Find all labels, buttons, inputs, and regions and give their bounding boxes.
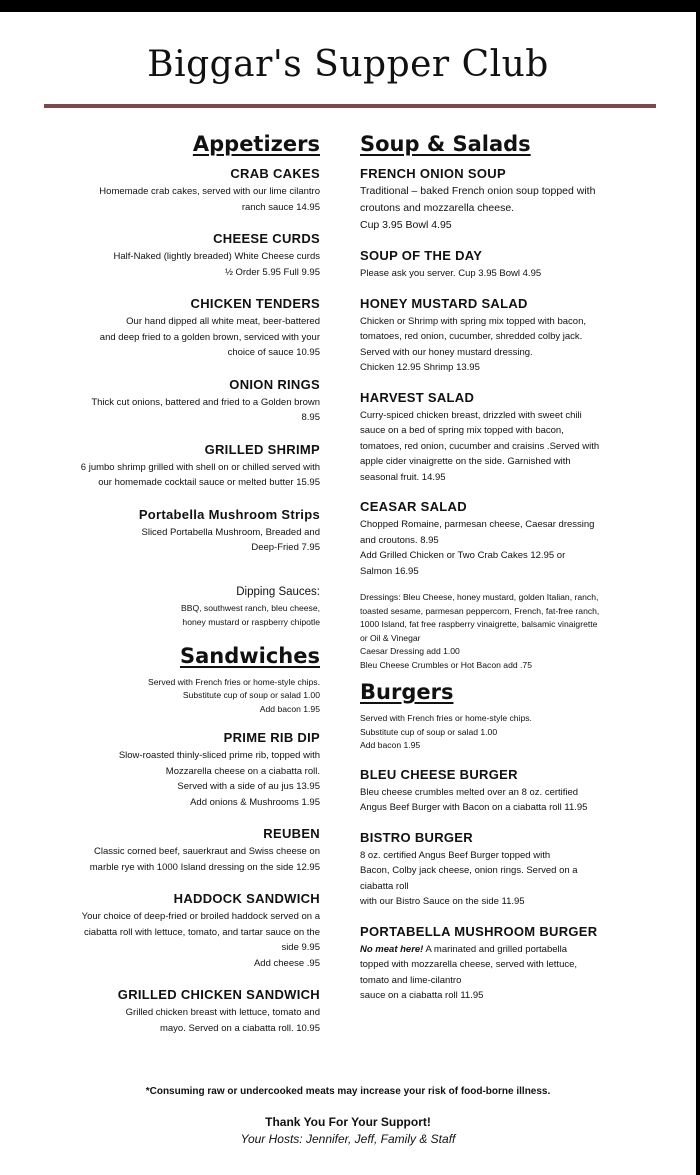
sandwiches-intro: Served with French fries or home-style chips. Substitute cup of soup or salad 1.00 Add bacon 1.95 <box>148 676 320 714</box>
menu-item-name: HARVEST SALAD <box>360 389 475 405</box>
menu-item-name: Portabella Mushroom Strips <box>138 506 320 522</box>
menu-item-name: CHEESE CURDS <box>213 231 320 246</box>
menu-item-name: SOUP OF THE DAY <box>360 248 483 263</box>
menu-item-name: HADDOCK SANDWICH <box>173 891 320 906</box>
menu-item-name: HONEY MUSTARD SALAD <box>360 295 528 311</box>
menu-item-desc: Our hand dipped all white meat, beer-battered and deep fried to a golden brown, serviced with your choice of sauce 10.95 <box>99 316 320 358</box>
menu-title: Biggar's Supper Club <box>147 44 549 85</box>
right-column <box>360 132 660 1004</box>
menu-item-desc: Chopped Romaine, parmesan cheese, Caesar dressing and croutons. 8.95 Add Grilled Chicken or Two Crab Cakes 12.95 or Salmon 16.95 <box>360 519 595 577</box>
menu-item-name: CRAB CAKES <box>230 166 320 181</box>
soups-heading: Soup & Salads <box>360 132 531 156</box>
menu-item-desc: Traditional – baked French onion soup topped with croutons and mozzarella cheese. Cup 3.95 Bowl 4.95 <box>360 185 596 231</box>
right-edge <box>696 12 700 1175</box>
menu-item-name: BISTRO BURGER <box>360 829 473 845</box>
menu-item-desc: 8 oz. certified Angus Beef Burger topped with Bacon, Colby jack cheese, onion rings. Served on a ciabatta roll with our Bistro Sauce on the side 11.95 <box>360 849 578 907</box>
no-meat-lead: No meat here! <box>360 943 424 955</box>
burgers-heading: Burgers <box>360 680 454 704</box>
menu-item-name: CHICKEN TENDERS <box>190 296 320 311</box>
top-bar <box>0 0 700 12</box>
menu-item-desc: Please ask you server. Cup 3.95 Bowl 4.95 <box>360 268 542 279</box>
menu-item-desc: Bleu cheese crumbles melted over an 8 oz. certified Angus Beef Burger with Bacon on a ciabatta roll 11.95 <box>360 786 588 813</box>
title-rule <box>44 104 656 108</box>
food-warning: *Consuming raw or undercooked meats may increase your risk of food-borne illness. <box>145 1086 551 1097</box>
dressings-list: Dressings: Bleu Cheese, honey mustard, golden Italian, ranch, toasted sesame, parmesan peppercorn, French, fat-free ranch, 1000 Island, fat free raspberry vinaigrette, balsamic vinaigrette or Oil & Vinegar Caesar Dressing add 1.00 Bleu Cheese Crumbles or Hot Bacon add .75 <box>360 592 600 670</box>
sandwiches-heading: Sandwiches <box>179 643 320 668</box>
menu-item-name: REUBEN <box>263 826 320 841</box>
menu-item-desc: 6 jumbo shrimp grilled with shell on or chilled served with our homemade cocktail sauce or melted butter 15.95 <box>80 461 320 488</box>
menu-item-name: GRILLED SHRIMP <box>204 441 320 457</box>
menu-item-name: GRILLED CHICKEN SANDWICH <box>117 987 320 1002</box>
burgers-intro: Served with French fries or home-style chips. Substitute cup of soup or salad 1.00 Add bacon 1.95 <box>360 713 532 750</box>
dipping-sauces-text-2: honey mustard or raspberry chipotle <box>182 617 320 627</box>
menu-item-desc: Thick cut onions, battered and fried to a Golden brown 8.95 <box>91 396 320 423</box>
menu-item-desc: Your choice of deep-fried or broiled haddock served on a ciabatta roll with lettuce, tomato, and tartar sauce on the side 9.95 Add cheese .95 <box>81 911 320 969</box>
menu-item-name: BLEU CHEESE BURGER <box>360 766 518 782</box>
menu-item-desc: Curry-spiced chicken breast, drizzled with sweet chili sauce on a bed of spring mix topped with bacon, tomatoes, red onion, cucumber and craisins .Served with apple cider vinaigrette on the side. Garnished with seasonal fruit. 14.95 <box>360 409 600 483</box>
menu-item-desc <box>360 942 660 1004</box>
dipping-sauces <box>0 570 320 617</box>
menu-item-name: FRENCH ONION SOUP <box>360 166 506 181</box>
menu-item-name: PORTABELLA MUSHROOM BURGER <box>360 923 598 939</box>
appetizers-heading: Appetizers <box>192 132 320 156</box>
left-column <box>0 132 320 1036</box>
dipping-sauces-text: BBQ, southwest ranch, bleu cheese, <box>180 602 320 613</box>
menu-item-desc: Slow-roasted thinly-sliced prime rib, topped with Mozzarella cheese on a ciabatta roll. Served with a side of au jus 13.95 Add onions & Mushrooms 1.95 <box>118 750 320 808</box>
menu-item-desc: Grilled chicken breast with lettuce, tomato and mayo. Served on a ciabatta roll. 10.95 <box>125 1007 320 1034</box>
burger-desc-text: A marinated and grilled portabella topped with mozzarella cheese, served with lettuce, tomato and lime-cilantro sauce on a ciabatta roll 11.95 <box>360 943 578 1001</box>
menu-item-name: ONION RINGS <box>229 376 320 392</box>
menu-item-desc: Homemade crab cakes, served with our lime cilantro ranch sauce 14.95 <box>99 186 320 213</box>
hosts-text: Your Hosts: Jennifer, Jeff, Family & Staff <box>240 1132 456 1146</box>
menu-item-name: CEASAR SALAD <box>360 499 467 514</box>
menu-item-desc: Half-Naked (lightly breaded) White Cheese curds ½ Order 5.95 Full 9.95 <box>113 251 320 278</box>
thank-you-text: Thank You For Your Support! <box>265 1115 431 1129</box>
dipping-sauces-label: Dipping Sauces: <box>236 586 320 598</box>
menu-item-desc: Classic corned beef, sauerkraut and Swiss cheese on marble rye with 1000 Island dressing on the side 12.95 <box>89 846 320 873</box>
menu-item-desc: Chicken or Shrimp with spring mix topped with bacon, tomatoes, red onion, cucumber, shredded colby jack. Served with our honey mustard dressing. Chicken 12.95 Shrimp 13.95 <box>360 315 586 373</box>
menu-item-desc: Sliced Portabella Mushroom, Breaded and Deep-Fried 7.95 <box>141 526 320 553</box>
menu-item-name: PRIME RIB DIP <box>223 730 320 745</box>
